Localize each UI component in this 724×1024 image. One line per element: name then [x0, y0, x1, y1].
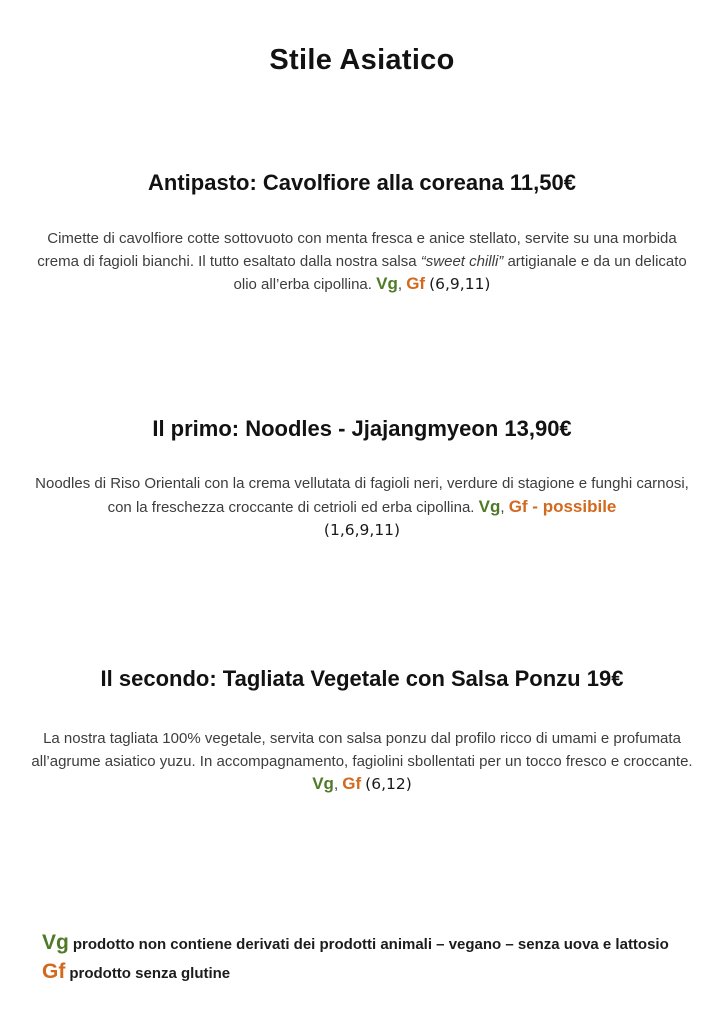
dish-desc-italic-phrase: “sweet chilli”: [420, 252, 504, 270]
dish-description-secondo: [28, 728, 696, 797]
glutenfree-badge: Gf: [342, 774, 362, 793]
badge-separator: ,: [333, 776, 343, 793]
legend-vegan-row: [42, 929, 669, 958]
vegan-badge: Vg: [312, 774, 334, 793]
dish-desc-text: La nostra tagliata 100% vegetale, servita con salsa ponzu dal profilo ricco di umami e profumata all’agrume asiatico yuzu. In accompagnamento, fagiolini sbollentati per un tocco fresco e croccante.: [31, 730, 693, 770]
menu-title: Stile Asiatico: [269, 44, 455, 76]
vegan-badge: Vg: [42, 931, 69, 954]
allergen-numbers: (6,12): [365, 775, 412, 793]
glutenfree-possible-badge: Gf - possibile: [508, 496, 617, 516]
glutenfree-badge: Gf: [406, 274, 426, 293]
badge-separator: ,: [500, 498, 509, 516]
legend-glutenfree-text: prodotto senza glutine: [69, 965, 231, 982]
glutenfree-badge: Gf: [42, 960, 66, 983]
dish-heading-secondo: Il secondo: Tagliata Vegetale con Salsa Ponzu 19€: [100, 666, 624, 691]
legend-vegan-text: prodotto non contiene derivati dei prodotti animali – vegano – senza uova e lattosio: [72, 936, 669, 953]
allergen-numbers: (6,9,11): [429, 275, 491, 293]
legend-glutenfree-row: [42, 958, 669, 987]
dish-description-antipasto: [28, 228, 696, 297]
dish-desc-text: Cimette di cavolfiore cotte sottovuoto con menta fresca e anice stellato, servite su una morbida crema di fagioli bianchi. Il tutto esaltato dalla nostra salsa: [37, 230, 677, 270]
dish-description-primo: [28, 473, 696, 542]
vegan-badge: Vg: [376, 274, 398, 293]
legend: [42, 929, 669, 987]
vegan-badge: Vg: [478, 496, 501, 516]
badge-separator: ,: [397, 276, 407, 293]
dish-heading-antipasto: Antipasto: Cavolfiore alla coreana 11,50€: [148, 170, 576, 195]
allergen-numbers: (1,6,9,11): [323, 521, 401, 539]
dish-desc-text: Noodles di Riso Orientali con la crema vellutata di fagioli neri, verdure di stagione e funghi carnosi, con la freschezza croccante di cetrioli ed erba cipollina.: [35, 475, 689, 516]
dish-heading-primo: Il primo: Noodles - Jjajangmyeon 13,90€: [152, 416, 572, 441]
dish-desc-text: artigianale e da un delicato olio all’erba cipollina.: [233, 252, 687, 293]
